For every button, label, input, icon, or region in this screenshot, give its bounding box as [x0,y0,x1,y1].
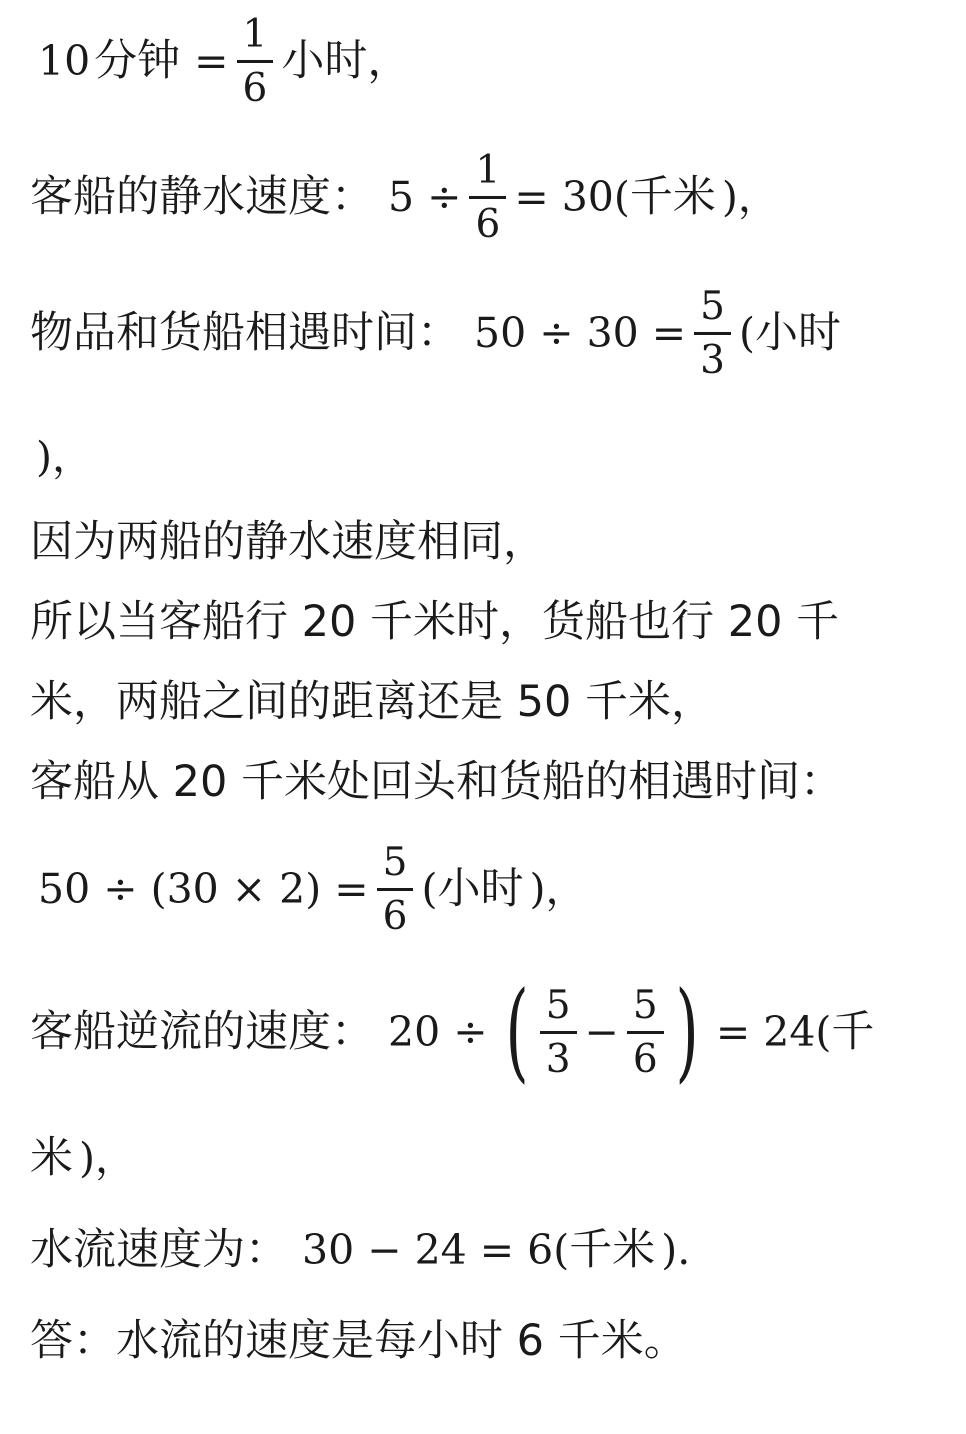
text: 水流速度为： [30,1224,288,1275]
text: 分钟 [94,35,181,86]
right-paren: ) [675,969,699,1094]
line-12 [30,1225,690,1275]
line-3 [30,284,841,382]
math-text: ( [421,864,438,913]
denominator: 6 [632,1036,658,1082]
text: 客船逆流的速度： [30,1006,374,1057]
math-text: )， [529,864,587,913]
line-10 [30,969,875,1094]
text: 物品和货船相遇时间： [30,307,460,358]
math-text: 10 [38,36,91,85]
denominator: 6 [382,893,408,939]
fraction [694,283,731,383]
math-text: = 24( [715,1007,832,1056]
math-text: ). [661,1225,691,1274]
text: 小时， [281,35,411,86]
text: 米 [30,1132,73,1183]
numerator: 5 [700,283,725,329]
math-text: 50 ÷ (30 × 2) = [38,864,369,913]
math-text: )， [79,1133,136,1182]
text: 所以当客船行 20 千米时，货船也行 20 千 [30,596,840,647]
denominator: 3 [545,1036,571,1082]
text: 小时 [437,863,524,914]
denominator: 3 [700,337,725,383]
equals-sign: = [194,36,229,85]
math-text: = 30( [514,172,630,221]
math-text: 20 ÷ [388,1007,488,1056]
text: 答：水流的速度是每小时 6 千米。 [30,1315,687,1366]
fraction [627,982,664,1082]
text: 客船的静水速度： [30,171,374,222]
fraction [540,982,577,1082]
line-13 [30,1316,687,1366]
line-2 [30,147,779,247]
line-5 [30,517,546,567]
math-text: 5 ÷ [388,172,462,221]
line-11 [30,1133,136,1183]
numerator: 5 [382,839,408,885]
fraction [377,839,414,939]
numerator: 1 [242,11,268,57]
math-text: ( [738,308,755,357]
math-text: 50 ÷ 30 = [474,308,687,357]
text: 千米 [629,171,716,222]
denominator: 6 [242,65,268,111]
numerator: 5 [632,982,658,1028]
text: 千 [831,1006,875,1057]
line-9 [38,840,586,938]
left-paren: ( [505,969,529,1094]
fraction [237,11,274,111]
numerator: 5 [545,982,571,1028]
text: 小时 [754,307,841,358]
line-7 [30,677,714,727]
minus-sign: − [584,1007,619,1056]
text: 千米 [569,1224,656,1275]
text: 客船从 20 千米处回头和货船的相遇时间： [30,756,844,807]
denominator: 6 [475,201,501,247]
math-text: )， [36,432,93,481]
line-6 [30,597,839,647]
text: 米，两船之间的距离还是 50 千米， [30,676,715,727]
fraction [469,147,506,247]
math-text: )， [721,172,779,221]
line-1 [38,11,411,111]
math-text: 30 − 24 = 6( [302,1225,570,1274]
line-8 [30,757,843,807]
line-4 [36,432,93,482]
numerator: 1 [475,147,501,193]
text: 因为两船的静水速度相同， [30,516,546,567]
